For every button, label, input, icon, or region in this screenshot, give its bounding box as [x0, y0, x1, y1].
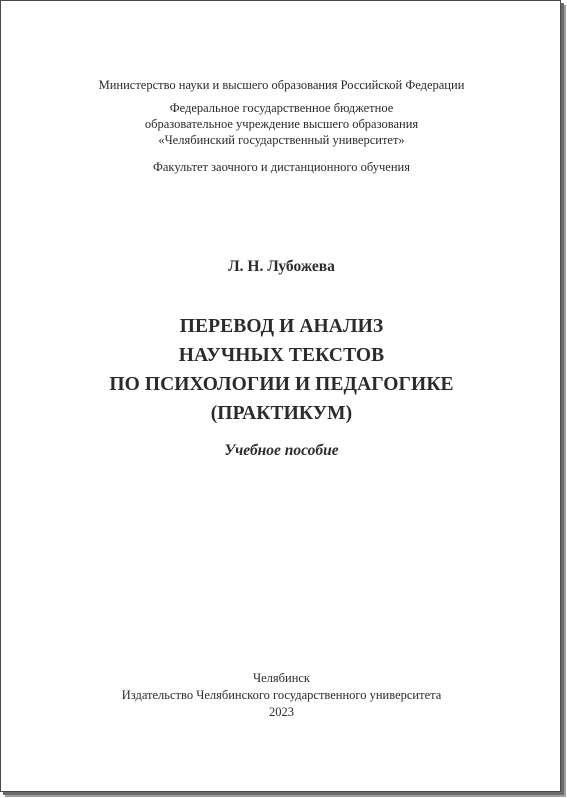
institution-line: образовательное учреждение высшего образования	[144, 117, 419, 131]
imprint-city: Челябинск	[252, 671, 311, 685]
title-line: ПО ПСИХОЛОГИИ И ПЕДАГОГИКЕ	[109, 374, 454, 395]
imprint-publisher: Издательство Челябинского государственного университета	[121, 688, 442, 702]
author-name: Л. Н. Лубожева	[228, 258, 335, 275]
imprint-block	[1, 670, 562, 721]
book-title	[1, 312, 562, 428]
title-line: НАУЧНЫХ ТЕКСТОВ	[178, 345, 385, 366]
ministry-line: Министерство науки и высшего образования Российской Федерации	[98, 78, 465, 92]
title-line: (ПРАКТИКУМ)	[210, 403, 353, 424]
imprint-year: 2023	[269, 705, 294, 719]
institution-block	[1, 100, 562, 148]
book-subtitle: Учебное пособие	[224, 442, 339, 459]
faculty-line: Факультет заочного и дистанционного обучения	[153, 160, 410, 174]
title-line: ПЕРЕВОД И АНАЛИЗ	[179, 316, 384, 337]
institution-line: «Челябинский государственный университет»	[158, 133, 405, 147]
institution-line: Федеральное государственное бюджетное	[169, 101, 394, 115]
